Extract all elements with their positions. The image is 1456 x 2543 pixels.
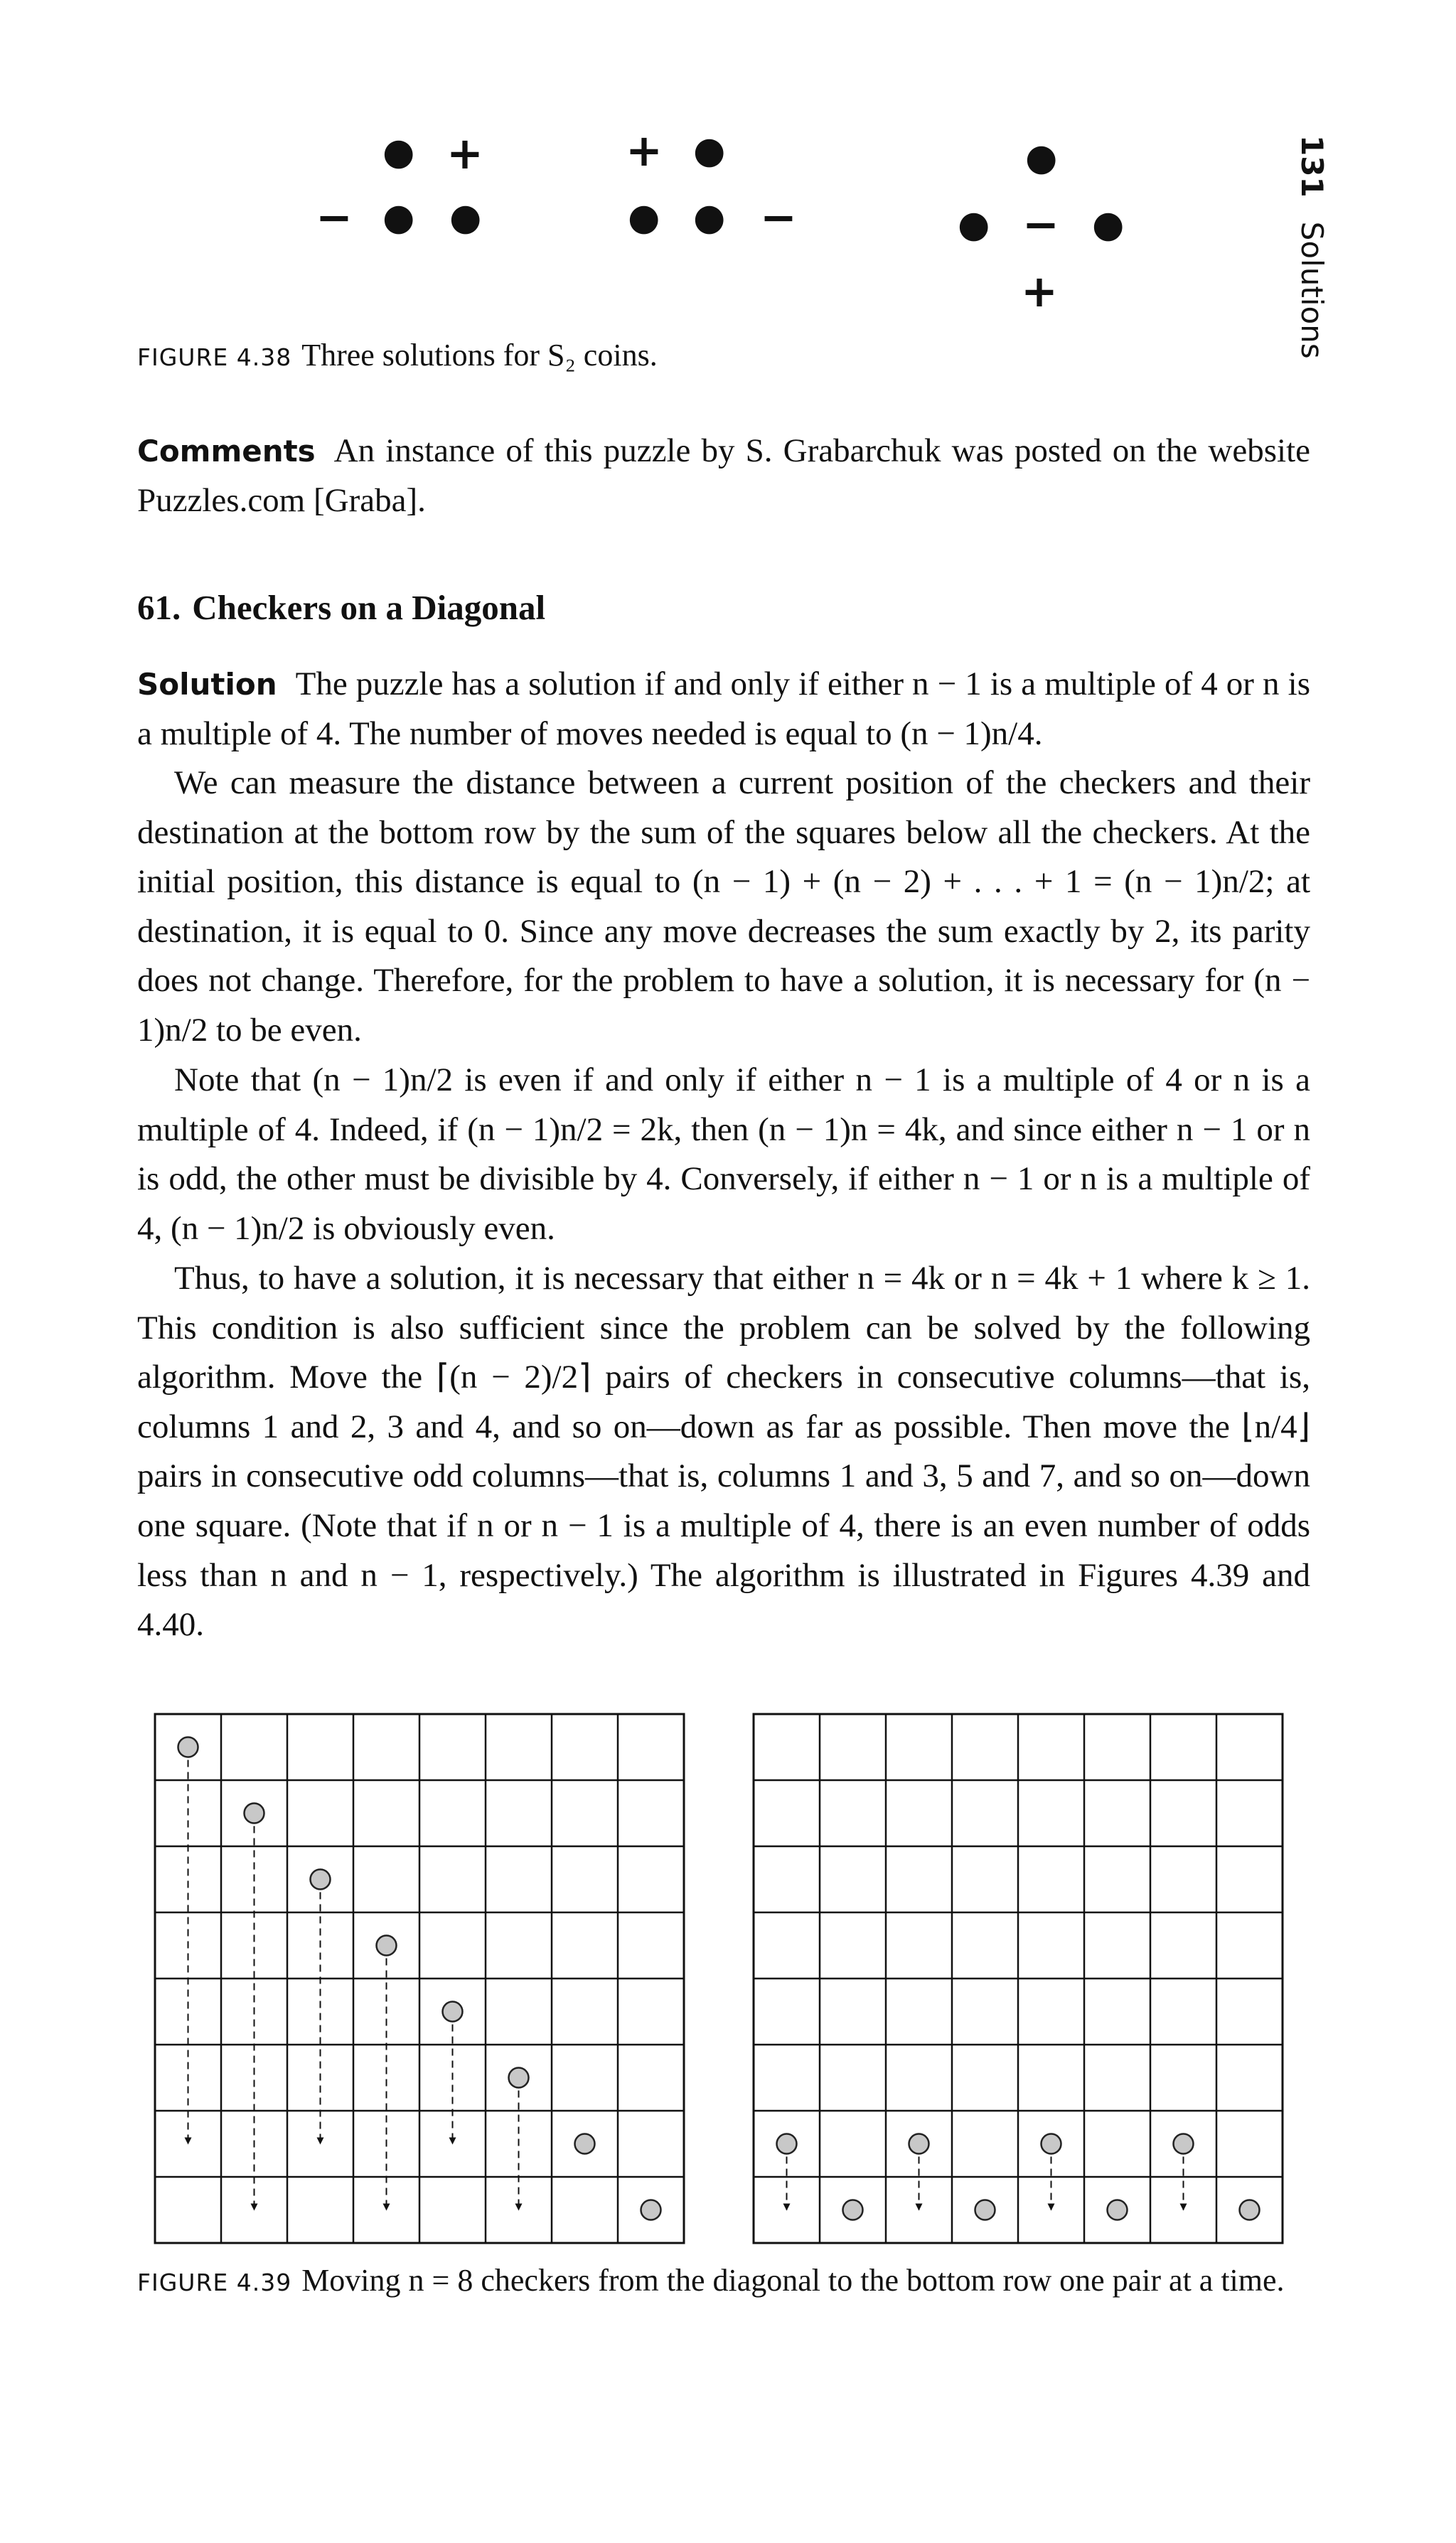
coin: ● <box>449 196 482 239</box>
coin: ● <box>382 196 415 239</box>
checker <box>377 1936 397 1956</box>
coin-solution-3 <box>0 0 1456 327</box>
section-number: 61. <box>137 588 181 627</box>
checker <box>443 2002 463 2022</box>
figure-caption-text: Three solutions for S₂ coins. <box>301 338 658 373</box>
checker-board-left <box>149 1708 690 2249</box>
figure-caption-4-39 <box>137 2261 1310 2303</box>
comments-label: Comments <box>137 434 316 469</box>
running-section: Solutions <box>1295 221 1329 359</box>
solution-label: Solution <box>137 667 277 702</box>
figure-label: FIGURE 4.39 <box>137 2269 292 2296</box>
solution-paragraph-3: Note that (n − 1)n/2 is even if and only if either n − 1 is a multiple of 4 or n is a multiple of 4. Indeed, if (n − 1)n/2 = 2k, then (n − 1)n = 4k, and since either n − 1 or n is odd, the other must be divisible by 4. Conversely, if either n − 1 or n is a multiple of 4, (n − 1)n/2 is obviously even. <box>137 1061 1310 1247</box>
checker <box>245 1804 264 1824</box>
coin: ● <box>628 196 660 239</box>
coin: ● <box>1092 203 1125 246</box>
checker <box>178 1738 198 1757</box>
solution-paragraph-1 <box>137 660 1310 759</box>
checker <box>509 2068 529 2088</box>
coin-figure <box>0 0 1456 327</box>
checker-board-right <box>748 1708 1288 2249</box>
minus-sign: − <box>316 191 353 243</box>
section-title: Checkers on a Diagonal <box>192 588 546 627</box>
checker <box>843 2200 863 2220</box>
section-heading <box>137 587 545 628</box>
figure-caption-text: Moving n = 8 checkers from the diagonal to the bottom row one pair at a time. <box>301 2263 1285 2298</box>
checker <box>311 1870 331 1890</box>
solution-paragraph-4: Thus, to have a solution, it is necessary that either n = 4k or n = 4k + 1 where k ≥ 1. This condition is also sufficient since the problem can be solved by the following algorithm. Move the ⌈(n − 2)/2⌉ pairs of checkers in consecutive columns—that is, columns 1 and 2, 3 and 4, and so on—down as far as possible. Then move the ⌊n/4⌋ pairs in consecutive odd columns—that is, columns 1 and 3, 5 and 7, and so on—down one square. (Note that if n or n − 1 is a multiple of 4, there is an even number of odds less than n and n − 1, respectively.) The algorithm is illustrated in Figures 4.39 and 4.40. <box>137 1260 1310 1644</box>
plus-sign: + <box>626 124 663 176</box>
checker <box>909 2134 929 2154</box>
plus-sign: + <box>446 127 483 179</box>
checker <box>641 2200 661 2220</box>
coin: ● <box>958 203 990 246</box>
checker <box>1042 2134 1061 2154</box>
coin: ● <box>1025 136 1058 179</box>
figure-label: FIGURE 4.38 <box>137 343 292 371</box>
comments-paragraph <box>137 427 1310 525</box>
checker <box>1174 2134 1194 2154</box>
page-number: 131 <box>1295 135 1329 198</box>
minus-sign: − <box>760 191 797 243</box>
plus-sign: + <box>1021 265 1058 317</box>
solution-text: The puzzle has a solution if and only if either n − 1 is a multiple of 4 or n is a multiple of 4. The number of moves needed is equal to (n − 1)n/4. <box>137 665 1310 752</box>
coin: ● <box>693 129 726 172</box>
coin: ● <box>693 196 726 239</box>
figure-caption-4-38 <box>137 336 1310 378</box>
checker <box>1108 2200 1128 2220</box>
checker <box>1240 2200 1260 2220</box>
checker <box>975 2200 995 2220</box>
checker <box>575 2134 595 2154</box>
solution-paragraph-2: We can measure the distance between a current position of the checkers and their destination at the bottom row by the sum of the squares below all the checkers. At the initial position, this distance is equal to (n − 1) + (n − 2) + . . . + 1 = (n − 1)n/2; at destination, it is equal to 0. Since any move decreases the sum exactly by 2, its parity does not change. Therefore, for the problem to have a solution, it is necessary for (n − 1)n/2 to be even. <box>137 764 1310 1049</box>
checker <box>777 2134 797 2154</box>
coin: ● <box>382 131 415 173</box>
minus-sign: − <box>1022 198 1059 250</box>
comments-text: An instance of this puzzle by S. Grabarchuk was posted on the website Puzzles.com [Graba]. <box>137 432 1310 519</box>
